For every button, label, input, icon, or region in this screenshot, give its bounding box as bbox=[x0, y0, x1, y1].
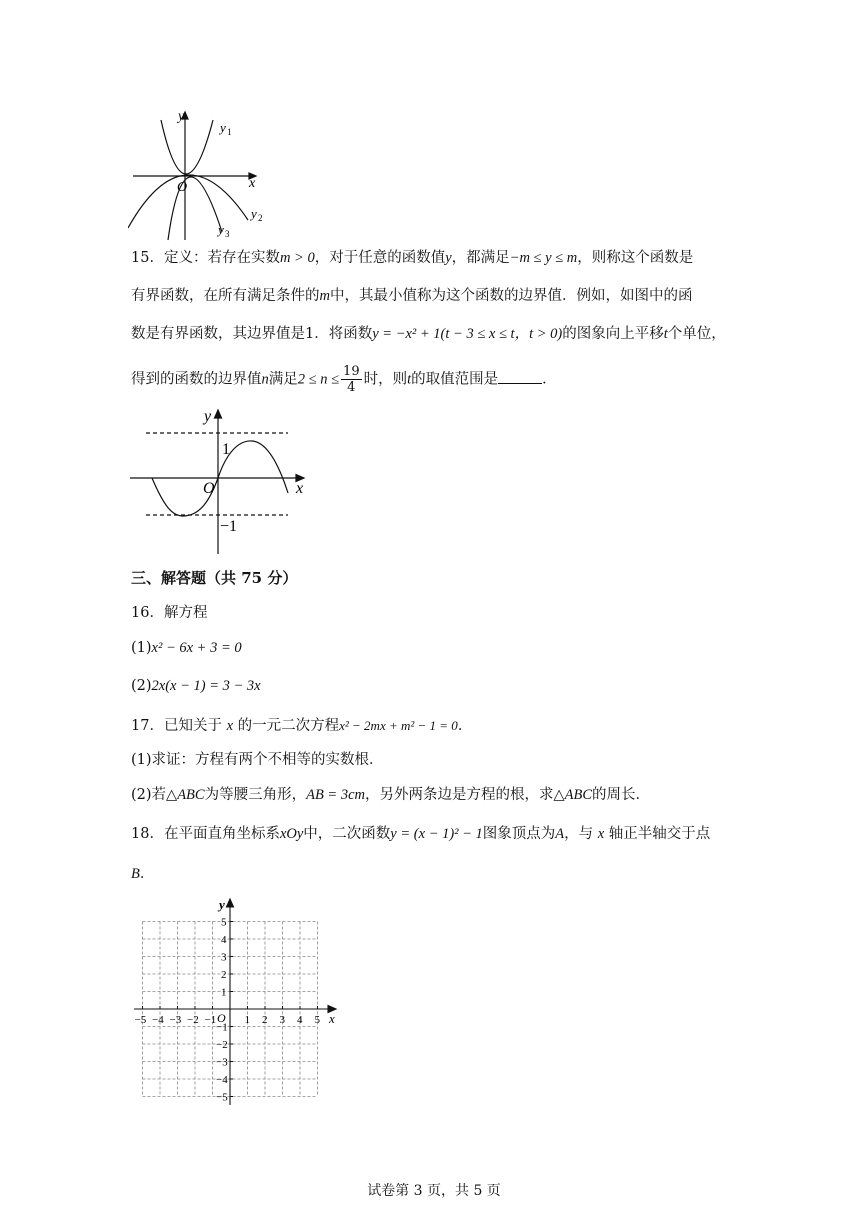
q17-stem: 17．已知关于 x 的一元二次方程x² − 2mx + m² − 1 = 0． bbox=[131, 718, 473, 734]
y-tick-label: 4 bbox=[221, 934, 227, 946]
y3-label: y bbox=[218, 222, 224, 237]
x-tick-label: −2 bbox=[187, 1014, 199, 1026]
y-tick-label: −3 bbox=[216, 1056, 228, 1069]
grid-y-label: y bbox=[219, 897, 225, 912]
label-neg-one: −1 bbox=[220, 518, 238, 535]
curve-y1 bbox=[161, 120, 213, 174]
q16-part-2: (2)2x(x − 1) = 3 − 3x bbox=[131, 678, 261, 694]
q15-line-2: 有界函数，在所有满足条件的m中，其最小值称为这个函数的边界值．例如，如图中的函 bbox=[131, 288, 693, 304]
q17-part-2: (2)若△ABC为等腰三角形，AB = 3cm，另外两条边是方程的根，求△ABC的周长． bbox=[131, 787, 651, 803]
origin-label: O bbox=[177, 180, 188, 195]
answer-blank bbox=[498, 369, 542, 384]
parabola-figure bbox=[128, 104, 268, 244]
x-tick-label: 5 bbox=[314, 1014, 320, 1026]
origin-label: O bbox=[203, 480, 215, 497]
page-footer: 试卷第 3 页，共 5 页 bbox=[367, 1183, 501, 1199]
q16-title: 16．解方程 bbox=[131, 605, 208, 621]
x-tick-label: 1 bbox=[244, 1014, 250, 1026]
q18-stem: 18．在平面直角坐标系xOy中，二次函数y = (x − 1)² − 1图象顶点为A，与 x 轴正半轴交于点 bbox=[131, 826, 711, 842]
q15-line-3: 数是有界函数，其边界值是1．将函数y = −x² + 1(t − 3 ≤ x ≤ t，t > 0)的图象向上平移t个单位， bbox=[131, 326, 726, 342]
coordinate-grid bbox=[126, 895, 346, 1110]
y-tick-label: 3 bbox=[221, 951, 227, 964]
y-tick-label: −1 bbox=[216, 1021, 228, 1034]
q15-line-4: 得到的函数的边界值n满足2 ≤ n ≤ $\frac{19}{4}$ 时，则t的取值范围是 ． bbox=[131, 364, 557, 395]
y-tick-label: −4 bbox=[216, 1074, 228, 1086]
y-tick-label: 2 bbox=[221, 969, 227, 981]
grid-x-label: x bbox=[329, 1011, 335, 1026]
x-tick-label: −1 bbox=[204, 1014, 217, 1026]
y-axis-arrow bbox=[215, 410, 222, 418]
fraction-19-4: $\frac{19}{4}$ bbox=[343, 364, 360, 395]
y1-subscript: 1 bbox=[227, 127, 232, 137]
grid-origin-label: O bbox=[217, 1011, 226, 1025]
y3-subscript: 3 bbox=[225, 229, 230, 239]
bounded-function-figure bbox=[128, 404, 313, 559]
y1-label: y bbox=[220, 120, 226, 135]
y-tick-label: 5 bbox=[221, 916, 227, 929]
y-tick-label: −5 bbox=[216, 1091, 228, 1104]
x-tick-label: −3 bbox=[169, 1014, 182, 1026]
y-axis-label: y bbox=[178, 109, 185, 124]
y-tick-label: −2 bbox=[216, 1039, 228, 1051]
x-axis-label: x bbox=[249, 176, 256, 191]
q18-stem-line-2: B． bbox=[131, 866, 155, 882]
x-tick-label: −4 bbox=[152, 1014, 164, 1026]
y2-label: y bbox=[251, 206, 257, 221]
curve-y2 bbox=[128, 175, 248, 228]
x-axis-label: x bbox=[296, 480, 304, 497]
x-tick-label: 4 bbox=[297, 1014, 303, 1026]
x-tick-label: −5 bbox=[134, 1014, 147, 1026]
q16-part-1: (1)x² − 6x + 3 = 0 bbox=[131, 640, 242, 656]
label-one: 1 bbox=[222, 441, 230, 458]
x-tick-label: 3 bbox=[279, 1014, 285, 1026]
y-axis-label: y bbox=[204, 408, 212, 425]
section-heading: 三、解答题（共 75 分） bbox=[131, 569, 298, 587]
q17-part-1: (1)求证：方程有两个不相等的实数根． bbox=[131, 752, 384, 768]
y-tick-label: 1 bbox=[221, 986, 227, 999]
y2-subscript: 2 bbox=[258, 213, 263, 223]
y-axis-arrow bbox=[227, 899, 234, 907]
q15-line-1: 15．定义：若存在实数m > 0，对于任意的函数值y，都满足−m ≤ y ≤ m，则称这个函数是 bbox=[131, 250, 694, 266]
x-tick-label: 2 bbox=[262, 1014, 268, 1026]
